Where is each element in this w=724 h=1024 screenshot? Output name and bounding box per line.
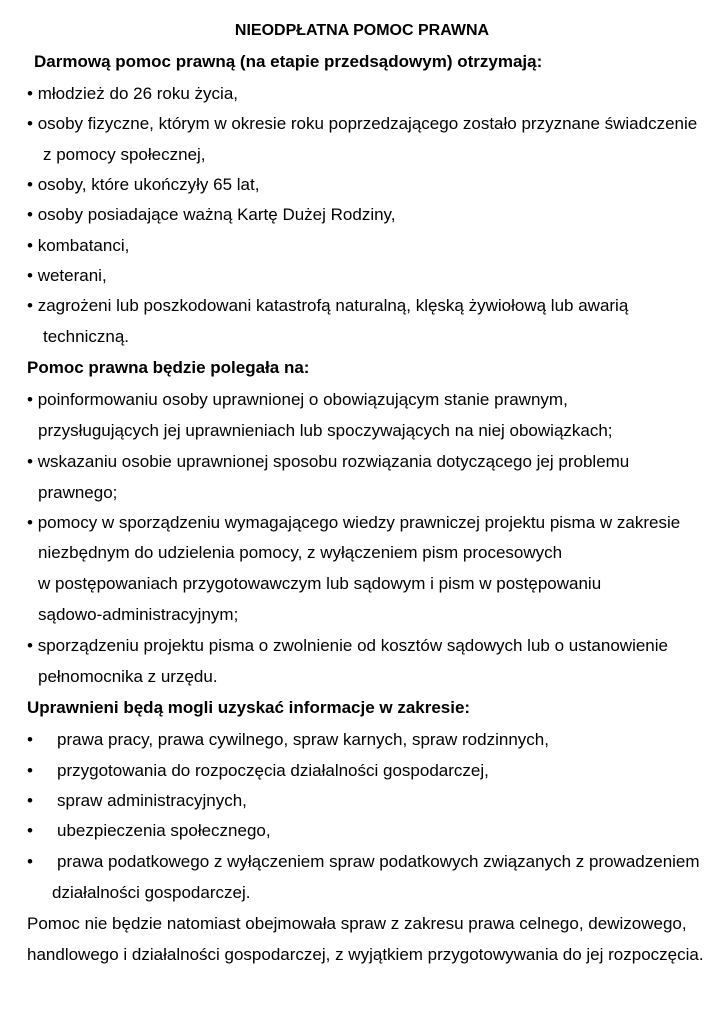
list-item: • osoby fizyczne, którym w okresie roku poprzedzającego zostało przyznane świadczenie [27, 114, 698, 133]
list-item: • poinformowaniu osoby uprawnionej o obowiązującym stanie prawnym, [27, 390, 568, 409]
list-item: • [27, 821, 33, 840]
closing-paragraph-line: Pomoc nie będzie natomiast obejmowała spraw z zakresu prawa celnego, dewizowego, [27, 914, 687, 933]
closing-paragraph-line: handlowego i działalności gospodarczej, z wyjątkiem przygotowywania do jej rozpoczęcia. [27, 945, 704, 964]
list-item: • weterani, [27, 266, 107, 285]
list-item: • sporządzeniu projektu pisma o zwolnienie od kosztów sądowych lub o ustanowienie [27, 636, 668, 655]
list-item: • [27, 852, 33, 871]
list-item-text: prawa podatkowego z wyłączeniem spraw podatkowych związanych z prowadzeniem [57, 852, 700, 871]
list-item-text: spraw administracyjnych, [57, 791, 247, 810]
information-heading: Uprawnieni będą mogli uzyskać informacje w zakresie: [27, 698, 471, 717]
list-item: • [27, 761, 33, 780]
list-item-text: przygotowania do rozpoczęcia działalności gospodarczej, [57, 761, 489, 780]
eligible-heading: Darmową pomoc prawną (na etapie przedsądowym) otrzymają: [34, 52, 543, 71]
list-item-continuation: sądowo-administracyjnym; [38, 605, 239, 624]
list-item-continuation: przysługujących jej uprawnieniach lub spoczywających na niej obowiązkach; [38, 421, 613, 440]
list-item-text: ubezpieczenia społecznego, [57, 821, 271, 840]
list-item: • młodzież do 26 roku życia, [27, 84, 239, 103]
list-item-continuation: z pomocy społecznej, [43, 145, 206, 164]
list-item: • osoby posiadające ważną Kartę Dużej Rodziny, [27, 205, 396, 224]
list-item: • wskazaniu osobie uprawnionej sposobu rozwiązania dotyczącego jej problemu [27, 452, 630, 471]
scope-heading: Pomoc prawna będzie polegała na: [27, 358, 310, 377]
list-item: • [27, 791, 33, 810]
list-item: • pomocy w sporządzeniu wymagającego wiedzy prawniczej projektu pisma w zakresie [27, 513, 681, 532]
list-item-text: prawa pracy, prawa cywilnego, spraw karnych, spraw rodzinnych, [57, 730, 549, 749]
list-item-continuation: prawnego; [38, 483, 118, 502]
list-item-continuation: techniczną. [43, 327, 129, 346]
list-item: • osoby, które ukończyły 65 lat, [27, 175, 260, 194]
list-item: • zagrożeni lub poszkodowani katastrofą naturalną, klęską żywiołową lub awarią [27, 296, 629, 315]
list-item-continuation: niezbędnym do udzielenia pomocy, z wyłączeniem pism procesowych [38, 543, 563, 562]
list-item: • [27, 730, 33, 749]
list-item: • kombatanci, [27, 236, 130, 255]
document-title: NIEODPŁATNA POMOC PRAWNA [234, 22, 490, 39]
list-item-continuation: pełnomocnika z urzędu. [38, 667, 218, 686]
list-item-continuation: w postępowaniach przygotowawczym lub sądowym i pism w postępowaniu [38, 574, 602, 593]
list-item-continuation: działalności gospodarczej. [52, 883, 251, 902]
